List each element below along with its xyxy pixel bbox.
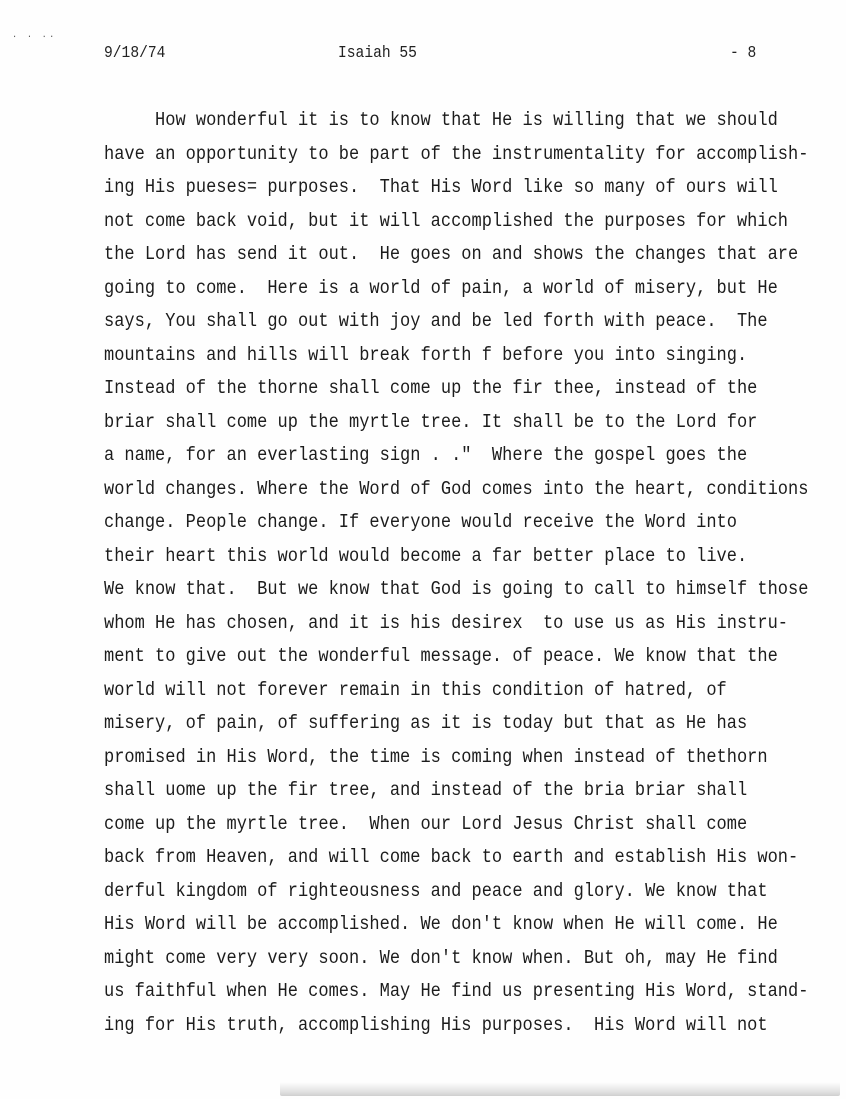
text-line: shall uome up the fir tree, and instead of the bria briar shall (104, 779, 748, 801)
text-line: We know that. But we know that God is going to call to himself those (104, 578, 809, 600)
text-line: His Word will be accomplished. We don't know when He will come. He (104, 913, 778, 935)
text-line: How wonderful it is to know that He is willing that we should (104, 109, 778, 131)
text-line: going to come. Here is a world of pain, a world of misery, but He (104, 276, 778, 299)
body-text (104, 109, 824, 1047)
text-line: derful kingdom of righteousness and peace and glory. We know that (104, 879, 768, 902)
header-page-number: - 8 (730, 44, 757, 63)
text-line: mountains and hills will break forth f before you into singing. (104, 343, 748, 366)
text-line: the Lord has send it out. He goes on and shows the changes that are (104, 243, 799, 265)
text-line: their heart this world would become a far better place to live. (104, 544, 748, 567)
text-line: world will not forever remain in this condition of hatred, of (104, 678, 727, 701)
text-line: change. People change. If everyone would receive the Word into (104, 511, 737, 533)
text-line: not come back void, but it will accomplished the purposes for which (104, 209, 788, 232)
text-line: a name, for an everlasting sign . ." Where the gospel goes the (104, 444, 748, 466)
text-line: have an opportunity to be part of the instrumentality for accomplish- (104, 142, 809, 165)
text-line: come up the myrtle tree. When our Lord Jesus Christ shall come (104, 812, 748, 835)
header-title: Isaiah 55 (338, 44, 417, 63)
text-line: Instead of the thorne shall come up the fir thee, instead of the (104, 377, 758, 399)
text-line: might come very very soon. We don't know when. But oh, may He find (104, 946, 778, 969)
text-line: us faithful when He comes. May He find us presenting His Word, stand- (104, 980, 809, 1002)
corner-specks: ∙ · ∙· (12, 32, 57, 42)
text-line: ment to give out the wonderful message. of peace. We know that the (104, 645, 778, 667)
text-line: says, You shall go out with joy and be led forth with peace. The (104, 310, 768, 332)
text-line: briar shall come up the myrtle tree. It shall be to the Lord for (104, 410, 758, 433)
header-date: 9/18/74 (104, 44, 166, 63)
text-line: whom He has chosen, and it is his desirex to use us as His instru- (104, 611, 788, 634)
bottom-edge-smudge (280, 1082, 840, 1096)
text-line: promised in His Word, the time is coming when instead of thethorn (104, 745, 768, 768)
text-line: ing for His truth, accomplishing His purposes. His Word will not (104, 1013, 768, 1036)
text-line: misery, of pain, of suffering as it is today but that as He has (104, 712, 748, 734)
text-line: world changes. Where the Word of God comes into the heart, conditions (104, 477, 809, 500)
text-line: back from Heaven, and will come back to earth and establish His won- (104, 846, 799, 868)
text-line: ing His pueses= purposes. That His Word like so many of ours will (104, 176, 778, 198)
